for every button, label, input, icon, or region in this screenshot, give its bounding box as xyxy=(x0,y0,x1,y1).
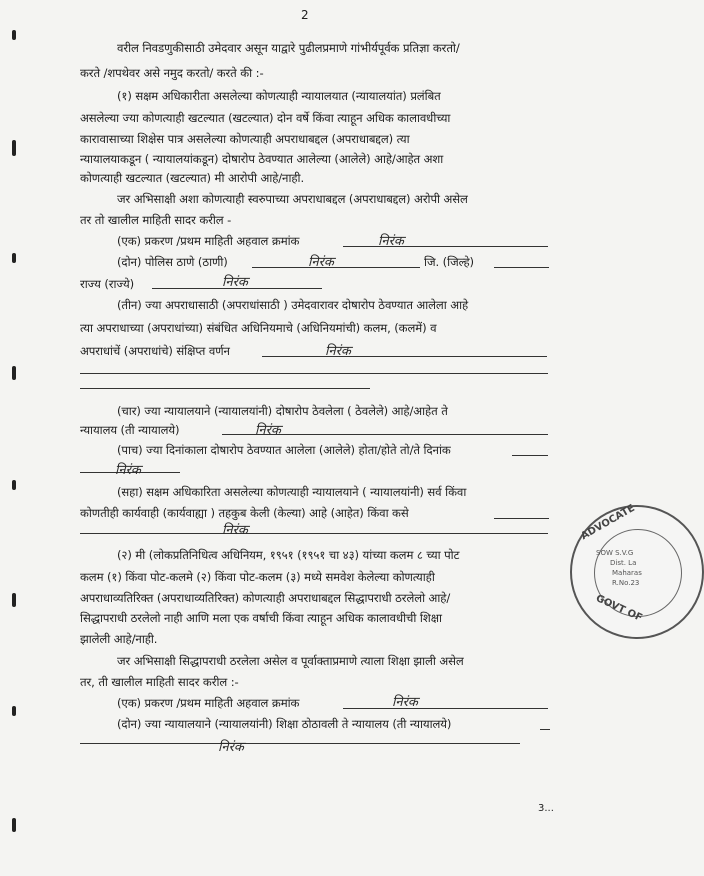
advocate-stamp xyxy=(570,502,704,639)
stamp-line-2: Dist. La xyxy=(610,559,637,567)
handwritten-nil: निरंक xyxy=(222,275,248,290)
item-four-line-2: न्यायालय (ती न्यायालये) xyxy=(80,423,180,437)
clause-2-line-2: कलम (१) किंवा पोट-कलमे (२) किंवा पोट-कलम (३) मध्ये समवेश केलेल्या कोणत्याही xyxy=(80,570,435,584)
binding-mark xyxy=(12,30,16,40)
fill-line xyxy=(252,267,420,268)
clause-1-line-3: कारावासाच्या शिक्षेस पात्र असलेल्या कोणत्याही अपराधाबद्दल (अपराधाबद्दल) त्या xyxy=(80,132,410,146)
item-six-line-1: (सहा) सक्षम अधिकारिता असलेल्या कोणत्याही न्यायालयाने ( न्यायालयांनी) सर्व किंवा xyxy=(117,485,467,499)
fill-line xyxy=(80,533,548,534)
stamp-top-text: ADVOCATE xyxy=(579,502,637,543)
stamp-bottom-text: GOVT OF xyxy=(594,592,644,625)
stamp-line-3: Maharas xyxy=(612,569,642,577)
intro-line-1: वरील निवडणुकीसाठी उमेदवार असून याद्वारे पुढीलप्रमाणे गांभीर्यपूर्वक प्रतिज्ञा करतो/ xyxy=(117,41,460,55)
fill-line xyxy=(494,267,549,268)
binding-mark xyxy=(12,818,16,832)
item-three-line-1: (तीन) ज्या अपराधासाठी (अपराधांसाठी ) उमेदवारावर दोषारोप ठेवण्यात आलेला आहे xyxy=(117,298,469,312)
item2-two-label: (दोन) ज्या न्यायालयाने (न्यायालयांनी) शिक्षा ठोठावली ते न्यायालय (ती न्यायालये) xyxy=(117,717,452,731)
binding-mark xyxy=(12,593,16,607)
handwritten-nil: निरंक xyxy=(325,344,351,359)
page-number: 2 xyxy=(301,8,309,22)
condition-line-2: तर तो खालील माहिती सादर करील - xyxy=(80,213,232,227)
binding-mark xyxy=(12,140,16,156)
handwritten-nil: निरंक xyxy=(222,523,248,538)
handwritten-nil: निरंक xyxy=(255,423,281,438)
fill-line xyxy=(540,729,550,730)
binding-mark xyxy=(12,706,16,716)
fill-line xyxy=(343,246,548,247)
clause-1-line-4: न्यायालयाकडून ( न्यायालयांकडून) दोषारोप ठेवण्यात आलेल्या (आलेले) आहे/आहेत अशा xyxy=(80,152,444,166)
handwritten-nil: निरंक xyxy=(392,695,418,710)
item-three-line-2: त्या अपराधाच्या (अपराधांच्या) संबंधित अधिनियमाचे (अधिनियमांची) कलम, (कलमें) व xyxy=(80,321,437,335)
item2-one-label: (एक) प्रकरण /प्रथम माहिती अहवाल क्रमांक xyxy=(117,696,300,710)
fill-line xyxy=(512,455,548,456)
item-five-line-1: (पाच) ज्या दिनांकाला दोषारोप ठेवण्यात आलेला (आलेले) होता/होते तो/ते दिनांक xyxy=(117,443,451,457)
state-label: राज्य (राज्ये) xyxy=(80,277,135,291)
fill-line xyxy=(80,388,370,389)
item-one-label: (एक) प्रकरण /प्रथम माहिती अहवाल क्रमांक xyxy=(117,234,300,248)
district-label: जि. (जिल्हे) xyxy=(424,255,474,269)
fill-line xyxy=(262,356,547,357)
clause-1-line-1: (१) सक्षम अधिकारीता असलेल्या कोणत्याही न्यायालयात (न्यायालयांत) प्रलंबित xyxy=(117,89,441,103)
fill-line xyxy=(80,743,520,744)
condition2-line-2: तर, ती खालील माहिती सादर करील :- xyxy=(80,675,239,689)
item-six-line-2: कोणतीही कार्यवाही (कार्यवाह्या ) तहकुब केली (केल्या) आहे (आहेत) किंवा कसे xyxy=(80,506,409,520)
item-four-line-1: (चार) ज्या न्यायालयाने (न्यायालयांनी) दोषारोप ठेवलेला ( ठेवलेले) आहे/आहेत ते xyxy=(117,404,448,418)
clause-2-line-4: सिद्धापराधी ठरलेलो नाही आणि मला एक वर्षाची किंवा त्याहून अधिक कालावधीची शिक्षा xyxy=(80,611,442,625)
handwritten-nil: निरंक xyxy=(308,255,334,270)
next-page-indicator: 3... xyxy=(538,803,554,814)
clause-1-line-5: कोणत्याही खटल्यात (खटल्यात) मी आरोपी आहे/नाही. xyxy=(80,171,305,185)
binding-mark xyxy=(12,366,16,380)
fill-line xyxy=(343,708,548,709)
stamp-line-4: R.No.23 xyxy=(612,579,640,587)
condition2-line-1: जर अभिसाक्षी सिद्धापराधी ठरलेला असेल व पूर्वाक्ताप्रमाणे त्याला शिक्षा झाली असेल xyxy=(117,654,464,668)
handwritten-nil: निरंक xyxy=(115,463,141,478)
intro-line-2: करते /शपथेवर असे नमुद करतो/ करते की :- xyxy=(80,66,264,80)
binding-mark xyxy=(12,480,16,490)
handwritten-nil: निरंक xyxy=(378,234,404,249)
handwritten-nil: निरंक xyxy=(218,740,244,755)
fill-line xyxy=(494,518,549,519)
stamp-name: SOW S.V.G xyxy=(596,549,634,557)
fill-line xyxy=(80,373,548,374)
condition-line-1: जर अभिसाक्षी अशा कोणत्याही स्वरुपाच्या अपराधाबद्दल (अपराधाबद्दल) अरोपी असेल xyxy=(117,192,468,206)
clause-1-line-2: असलेल्या ज्या कोणत्याही खटल्यात (खटल्यात) दोन वर्षे किंवा त्याहून अधिक कालावधीच्या xyxy=(80,111,451,125)
binding-mark xyxy=(12,253,16,263)
item-three-line-3: अपराधांचें (अपराधांचे) संक्षिप्त वर्णन xyxy=(80,344,230,358)
item-two-label: (दोन) पोलिस ठाणे (ठाणी) xyxy=(117,255,228,269)
clause-2-line-5: झालेली आहे/नाही. xyxy=(80,632,158,646)
clause-2-line-3: अपराधाव्यतिरिक्त (अपराधाव्यतिरिक्त) कोणत्याही अपराधाबद्दल सिद्धापराधी ठरलेलो आहे/ xyxy=(80,591,451,605)
clause-2-line-1: (२) मी (लोकप्रतिनिधित्व अधिनियम, १९५१ (१९५१ चा ४३) यांच्या कलम ८ च्या पोट xyxy=(117,548,460,562)
